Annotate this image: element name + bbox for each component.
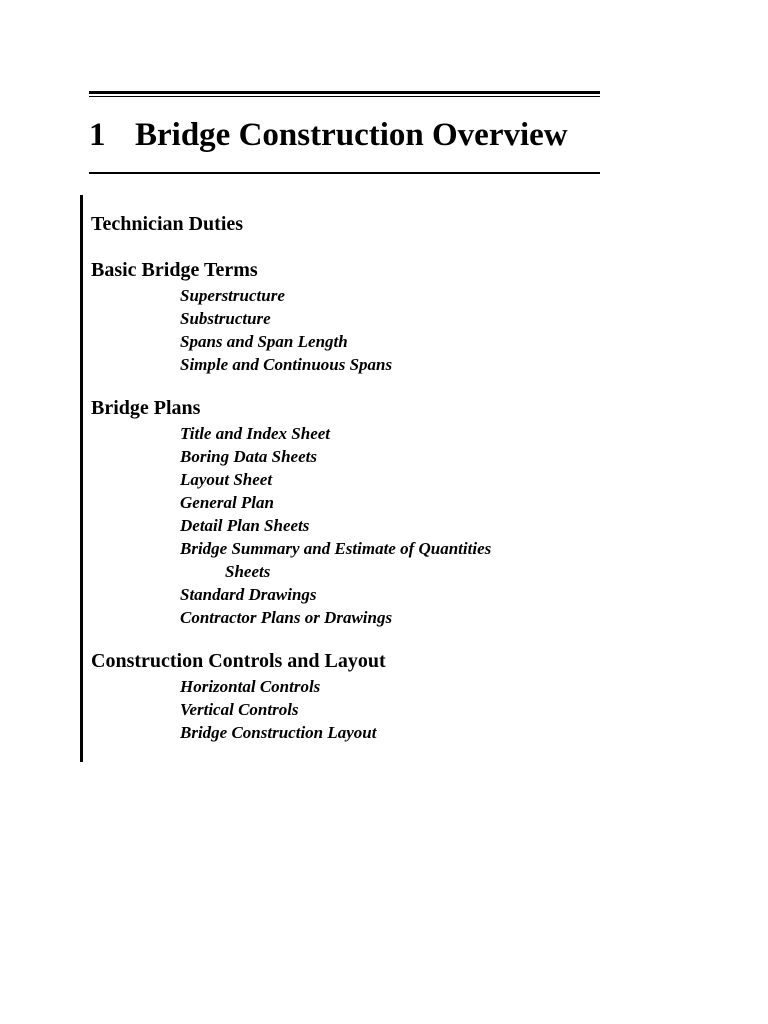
- section-construction-controls: [91, 647, 611, 744]
- subtopic-item: Horizontal Controls: [180, 677, 321, 696]
- section-bridge-plans: [91, 394, 611, 629]
- subtopic-item: Spans and Span Length: [180, 332, 348, 351]
- subtopic-item: Layout Sheet: [180, 470, 273, 489]
- subtopic-item: Substructure: [180, 309, 271, 328]
- subtopic-item-text: Bridge Summary and Estimate of Quantities: [180, 539, 492, 558]
- subtopic-item: Bridge Construction Layout: [180, 723, 377, 742]
- subtopic-list: [91, 284, 611, 376]
- chapter-number: 1: [89, 117, 106, 153]
- top-rule-thick: [89, 91, 600, 94]
- subtopic-item-continuation: Sheets: [225, 562, 271, 581]
- subtopic-item: Vertical Controls: [180, 700, 299, 719]
- subtopic-list: [91, 422, 611, 629]
- subtopic-item: Detail Plan Sheets: [180, 516, 310, 535]
- change-bar: [80, 195, 83, 762]
- subtopic-item-wrapped: [180, 537, 611, 583]
- subtopic-item: General Plan: [180, 493, 274, 512]
- section-heading: Bridge Plans: [91, 397, 201, 419]
- chapter-title-text: Bridge Construction Overview: [135, 117, 568, 153]
- subtopic-item: Standard Drawings: [180, 585, 317, 604]
- subtopic-item: Superstructure: [180, 286, 285, 305]
- chapter-contents: [91, 210, 611, 762]
- subtopic-item: Boring Data Sheets: [180, 447, 317, 466]
- subtopic-item: Simple and Continuous Spans: [180, 355, 393, 374]
- section-basic-bridge-terms: [91, 256, 611, 376]
- section-heading: Construction Controls and Layout: [91, 650, 386, 672]
- section-technician-duties: [91, 210, 611, 238]
- title-underline-rule: [89, 172, 600, 174]
- subtopic-item: Contractor Plans or Drawings: [180, 608, 393, 627]
- section-heading: Technician Duties: [91, 213, 244, 235]
- subtopic-list: [91, 675, 611, 744]
- top-rule-thin: [89, 96, 600, 97]
- chapter-title: [89, 113, 609, 157]
- section-heading: Basic Bridge Terms: [91, 259, 258, 281]
- subtopic-item: Title and Index Sheet: [180, 424, 331, 443]
